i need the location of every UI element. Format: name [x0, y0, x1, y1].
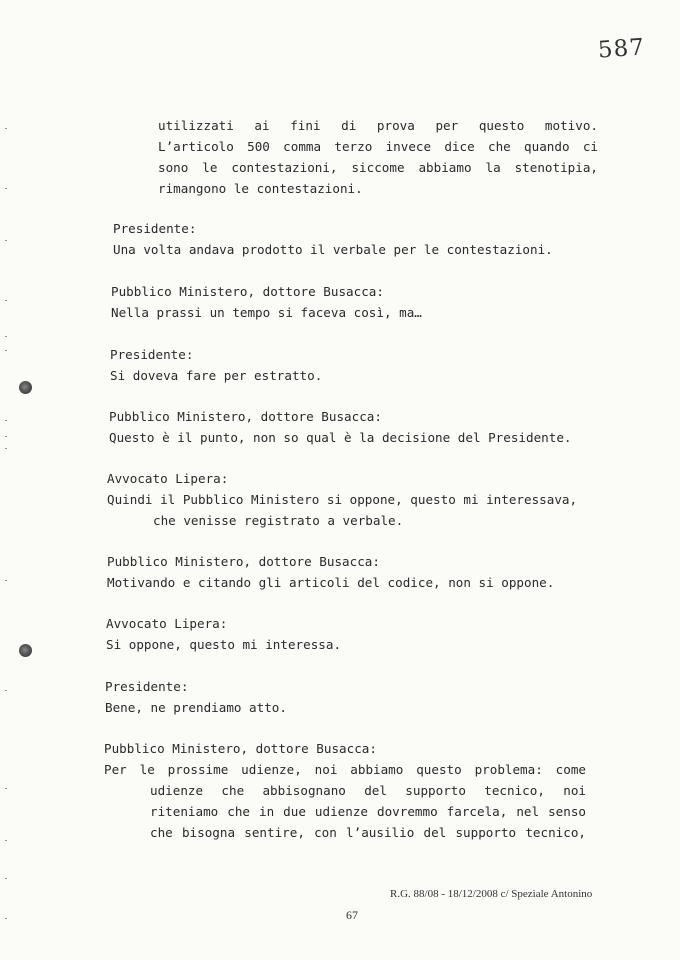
utterance-line: Quindi il Pubblico Ministero si oppone, questo mi interessava, — [107, 492, 578, 507]
exchange — [113, 218, 553, 260]
exchange — [111, 281, 422, 323]
utterance-line: Nella prassi un tempo si faceva così, ma… — [111, 305, 422, 320]
page-number: 67 — [346, 908, 358, 922]
exchange — [104, 738, 586, 843]
text-line: L’articolo 500 comma terzo invece dice che quando ci — [158, 139, 598, 154]
speaker-label: Pubblico Ministero, dottore Busacca: — [109, 409, 382, 424]
continuation-paragraph — [158, 115, 598, 199]
utterance-line: Una volta andava prodotto il verbale per le contestazioni. — [113, 242, 553, 257]
margin-specks — [5, 0, 7, 960]
utterance-line: che venisse registrato a verbale. — [153, 513, 404, 528]
speaker-label: Presidente: — [110, 347, 194, 362]
text-line: sono le contestazioni, siccome abbiamo la stenotipia, — [158, 160, 598, 175]
utterance-line: Si doveva fare per estratto. — [110, 368, 323, 383]
punch-hole-bottom — [19, 644, 32, 657]
speaker-label: Presidente: — [113, 221, 197, 236]
utterance-line: Si oppone, questo mi interessa. — [106, 637, 342, 652]
exchange — [107, 551, 554, 593]
exchange — [105, 676, 287, 718]
utterance-line: Bene, ne prendiamo atto. — [105, 700, 287, 715]
punch-hole-top — [19, 381, 32, 394]
exchange — [107, 468, 577, 531]
handwritten-stamp: 587 — [597, 34, 646, 64]
utterance-line: Per le prossime udienze, noi abbiamo questo problema: come — [104, 762, 586, 777]
text-line: utilizzati ai fini di prova per questo motivo. — [158, 118, 598, 133]
utterance-line: riteniamo che in due udienze dovremmo farcela, nel senso — [150, 804, 586, 819]
utterance-line: Questo è il punto, non so qual è la decisione del Presidente. — [109, 430, 572, 445]
exchange — [109, 406, 572, 448]
utterance-line: udienze che abbisognano del supporto tecnico, noi — [150, 783, 586, 798]
speaker-label: Presidente: — [105, 679, 189, 694]
speaker-label: Avvocato Lipera: — [106, 616, 228, 631]
footer-reference: R.G. 88/08 - 18/12/2008 c/ Speziale Antonino — [390, 888, 593, 900]
speaker-label: Pubblico Ministero, dottore Busacca: — [107, 554, 380, 569]
utterance-line: che bisogna sentire, con l’ausilio del supporto tecnico, — [150, 825, 586, 840]
text-line: rimangono le contestazioni. — [158, 181, 363, 196]
speaker-label: Pubblico Ministero, dottore Busacca: — [104, 741, 377, 756]
speaker-label: Pubblico Ministero, dottore Busacca: — [111, 284, 384, 299]
speaker-label: Avvocato Lipera: — [107, 471, 229, 486]
exchange — [110, 344, 322, 386]
utterance-line: Motivando e citando gli articoli del codice, non si oppone. — [107, 575, 555, 590]
exchange — [106, 613, 341, 655]
